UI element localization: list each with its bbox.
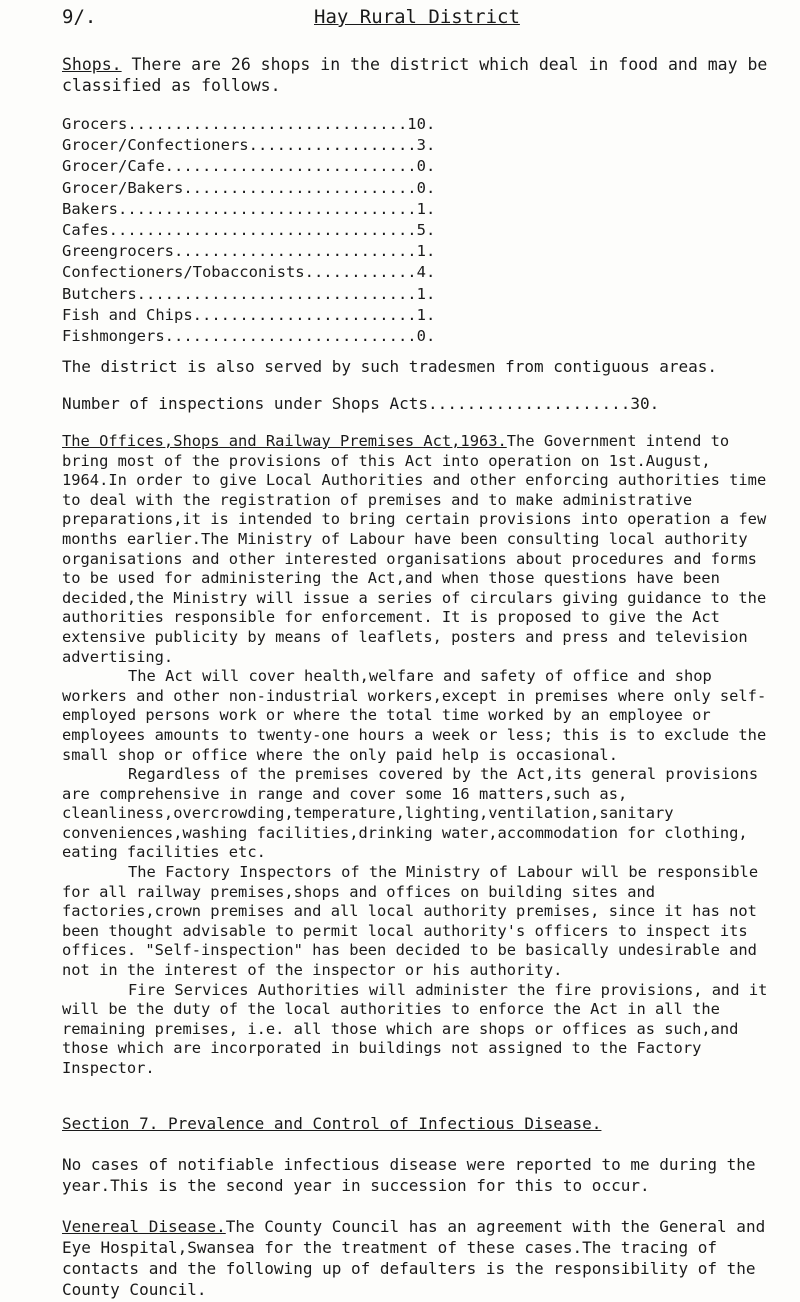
shop-category-row	[62, 178, 435, 199]
dot-leader: ..............................	[136, 284, 417, 303]
offices-act-paragraph-2: The Act will cover health,welfare and safety of office and shop workers and other non-industrial workers,except in premises where only self-employed persons work or where the total time worked by an employee or employees amounts to twenty-one hours a week or less; this is to exclude the small shop or office where the only paid help is occasional.	[62, 667, 767, 764]
shop-category-count: 1.	[416, 199, 436, 218]
shop-category-count: 1.	[416, 284, 436, 303]
dot-leader: ...........................	[164, 157, 417, 176]
shop-category-label: Grocer/Confectioners	[62, 136, 249, 155]
shop-category-label: Fishmongers	[62, 327, 165, 346]
shop-category-count: 0.	[416, 157, 436, 176]
offices-act-paragraph-5: Fire Services Authorities will administer the fire provisions, and it will be the duty of the local authorities to enforce the Act in all the remaining premises, i.e. all those which are shops or offices as such,and those which are incorporated in buildings not assigned to the Factory Inspector.	[62, 980, 768, 1077]
offices-act-paragraph-4: The Factory Inspectors of the Ministry of Labour will be responsible for all railway premises,shops and offices on building sites and factories,crown premises and all local authority premises, since it has not been thought advisable to permit local authority's officers to inspect its offices. "Self-inspection" has been decided to be basically undesirable and not in the interest of the inspector or his authority.	[62, 863, 759, 980]
inspections-line: Number of inspections under Shops Acts.....................30.	[62, 394, 660, 413]
offices-act-p1-text: The Government intend to bring most of the provisions of this Act into operation on 1st.August, 1964.In order to give Local Authorities and other enforcing authorities time to deal with the registration of premises and to make administrative preparations,it is intended to bring certain provisions into operation a few months earlier.The Ministry of Labour have been consulting local authority organisations and other interested organisations about procedures and forms to be used for administering the Act,and when those questions have been decided,the Ministry will issue a series of circulars giving guidance to the authorities responsible for enforcement. It is proposed to give the Act extensive publicity by means of leaflets, posters and press and television advertising.	[62, 432, 767, 666]
shop-category-row	[62, 284, 435, 305]
venereal-disease-heading: Venereal Disease.	[62, 1217, 226, 1236]
offices-act-paragraph-1	[62, 432, 782, 667]
shop-category-row	[62, 199, 435, 220]
dot-leader: .................................	[108, 221, 417, 240]
shop-category-row	[62, 114, 435, 135]
shops-heading: Shops.	[62, 55, 122, 74]
page-number: 9/.	[62, 6, 97, 28]
shop-category-label: Bakers	[62, 199, 118, 218]
shop-category-label: Confectioners/Tobacconists	[62, 263, 305, 282]
shops-intro-text: There are 26 shops in the district which deal in food and may be classified as follows.	[62, 55, 768, 95]
inspections-value: 30.	[630, 394, 660, 413]
venereal-disease-paragraph	[62, 1216, 782, 1300]
shop-category-count: 5.	[416, 221, 436, 240]
shop-category-label: Greengrocers	[62, 242, 174, 261]
shop-category-list	[62, 114, 435, 347]
shop-category-label: Grocer/Bakers	[62, 178, 184, 197]
shops-intro	[62, 54, 782, 96]
shop-category-label: Cafes	[62, 221, 109, 240]
shop-category-label: Butchers	[62, 284, 137, 303]
shop-category-count: 3.	[416, 136, 436, 155]
shop-category-count: 4.	[416, 263, 436, 282]
shop-category-row	[62, 326, 435, 347]
shop-category-row	[62, 262, 435, 283]
inspections-label: Number of inspections under Shops Acts	[62, 394, 429, 413]
section-7-paragraph-1: No cases of notifiable infectious disease were reported to me during the year.This is the second year in succession for this to occur.	[62, 1155, 756, 1195]
shop-category-row	[62, 220, 435, 241]
shop-category-count: 10.	[407, 115, 436, 133]
offices-act-section	[62, 432, 782, 1079]
offices-act-heading: The Offices,Shops and Railway Premises Act,1963.	[62, 432, 507, 450]
tradesmen-note: The district is also served by such tradesmen from contiguous areas.	[62, 357, 718, 376]
venereal-disease-text: The County Council has an agreement with the General and Eye Hospital,Swansea for the treatment of these cases.The tracing of contacts and the following up of defaulters is the responsibility of the County Council.	[62, 1217, 766, 1299]
shop-category-label: Grocers	[62, 115, 128, 133]
shop-category-count: 1.	[416, 242, 436, 261]
shop-category-count: 1.	[416, 305, 436, 324]
section-7-heading: Section 7. Prevalence and Control of Infectious Disease.	[62, 1114, 602, 1133]
shop-category-row	[62, 156, 435, 177]
shop-category-label: Fish and Chips	[62, 305, 193, 324]
dot-leader: ........................	[192, 305, 417, 324]
dot-leader: ............	[304, 263, 417, 282]
dot-leader: ................................	[118, 199, 417, 218]
shop-category-count: 0.	[416, 178, 436, 197]
dot-leader: ..............................	[127, 115, 408, 133]
shop-category-row	[62, 305, 435, 326]
dot-leader: ...........................	[164, 327, 417, 346]
shop-category-row	[62, 241, 435, 262]
shop-category-count: 0.	[416, 327, 436, 346]
dot-leader: .........................	[183, 178, 417, 197]
dot-leader: ..........................	[173, 242, 417, 261]
dot-leader: ..................	[248, 136, 417, 155]
shop-category-label: Grocer/Cafe	[62, 157, 165, 176]
shop-category-row	[62, 135, 435, 156]
offices-act-paragraph-3: Regardless of the premises covered by the Act,its general provisions are comprehensive in range and cover some 16 matters,such as, cleanliness,overcrowding,temperature,lighting,ventilation,sanitary conveniences,washing facilities,drinking water,accommodation for clothing, eating facilities etc.	[62, 765, 759, 862]
page-title: Hay Rural District	[314, 6, 520, 28]
